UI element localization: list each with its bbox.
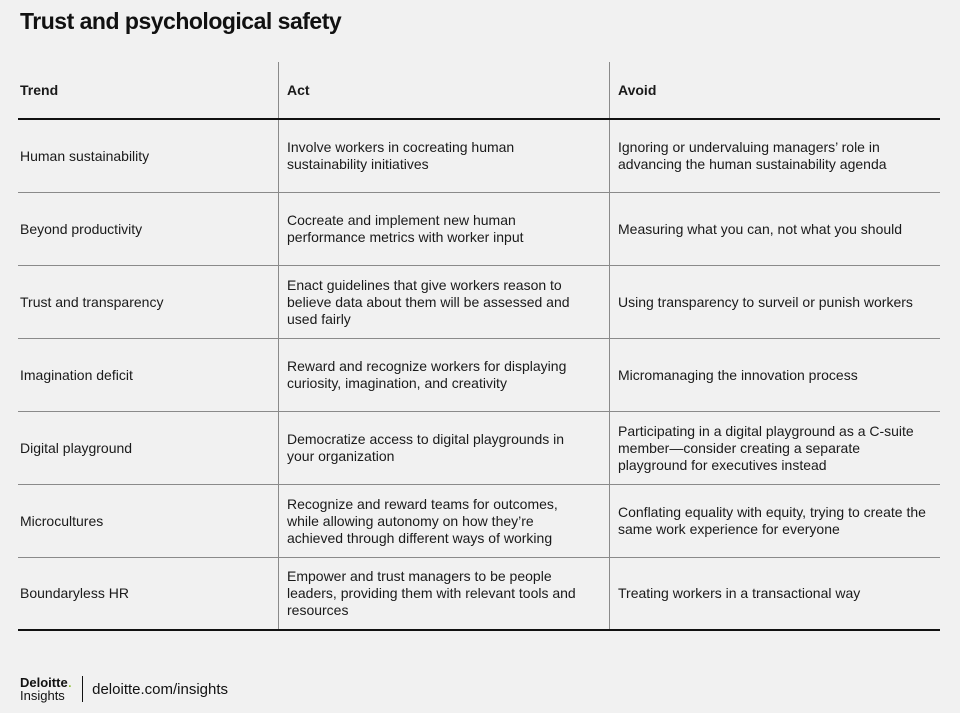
header-act: Act xyxy=(278,62,609,118)
act-cell: Cocreate and implement new human performance metrics with worker input xyxy=(278,193,609,265)
logo-wordmark: Deloitte xyxy=(20,675,68,690)
avoid-cell: Micromanaging the innovation process xyxy=(609,339,940,411)
act-cell: Democratize access to digital playgrounds in your organization xyxy=(278,412,609,484)
trend-cell: Human sustainability xyxy=(20,147,150,164)
deloitte-insights-logo xyxy=(20,676,72,702)
table-row xyxy=(18,120,940,193)
avoid-cell: Using transparency to surveil or punish workers xyxy=(609,266,940,338)
table-row xyxy=(18,266,940,339)
trend-cell: Microcultures xyxy=(20,512,104,529)
act-cell: Enact guidelines that give workers reason to believe data about them will be assessed and used fairly xyxy=(278,266,609,338)
logo-subtitle: Insights xyxy=(20,688,65,703)
trend-cell: Beyond productivity xyxy=(20,220,143,237)
header-trend: Trend xyxy=(20,81,59,98)
avoid-cell: Ignoring or undervaluing managers’ role in advancing the human sustainability agenda xyxy=(609,120,940,192)
avoid-cell: Conflating equality with equity, trying to create the same work experience for everyone xyxy=(609,485,940,557)
trend-cell: Imagination deficit xyxy=(20,366,133,383)
act-cell: Empower and trust managers to be people leaders, providing them with relevant tools and resources xyxy=(278,558,609,629)
table-row xyxy=(18,339,940,412)
trend-cell: Digital playground xyxy=(20,439,133,456)
act-cell: Reward and recognize workers for displaying curiosity, imagination, and creativity xyxy=(278,339,609,411)
table-row xyxy=(18,558,940,631)
page-title: Trust and psychological safety xyxy=(20,8,342,34)
act-cell: Involve workers in cocreating human sustainability initiatives xyxy=(278,120,609,192)
act-cell: Recognize and reward teams for outcomes, while allowing autonomy on how they’re achieved through different ways of working xyxy=(278,485,609,557)
trend-cell: Boundaryless HR xyxy=(20,585,129,601)
table-row xyxy=(18,193,940,266)
footer-divider xyxy=(82,676,83,702)
site-link[interactable]: deloitte.com/insights xyxy=(92,680,229,698)
avoid-cell: Participating in a digital playground as a C-suite member—consider creating a separate playground for executives instead xyxy=(609,412,940,484)
avoid-cell: Treating workers in a transactional way xyxy=(609,558,940,629)
table-row xyxy=(18,485,940,558)
table-row xyxy=(18,412,940,485)
table-header xyxy=(18,62,940,120)
footer xyxy=(20,676,228,702)
avoid-cell: Measuring what you can, not what you should xyxy=(609,193,940,265)
logo-dot: . xyxy=(67,674,73,691)
header-avoid: Avoid xyxy=(609,62,940,118)
trend-cell: Trust and transparency xyxy=(20,293,164,310)
trends-table xyxy=(18,62,940,631)
